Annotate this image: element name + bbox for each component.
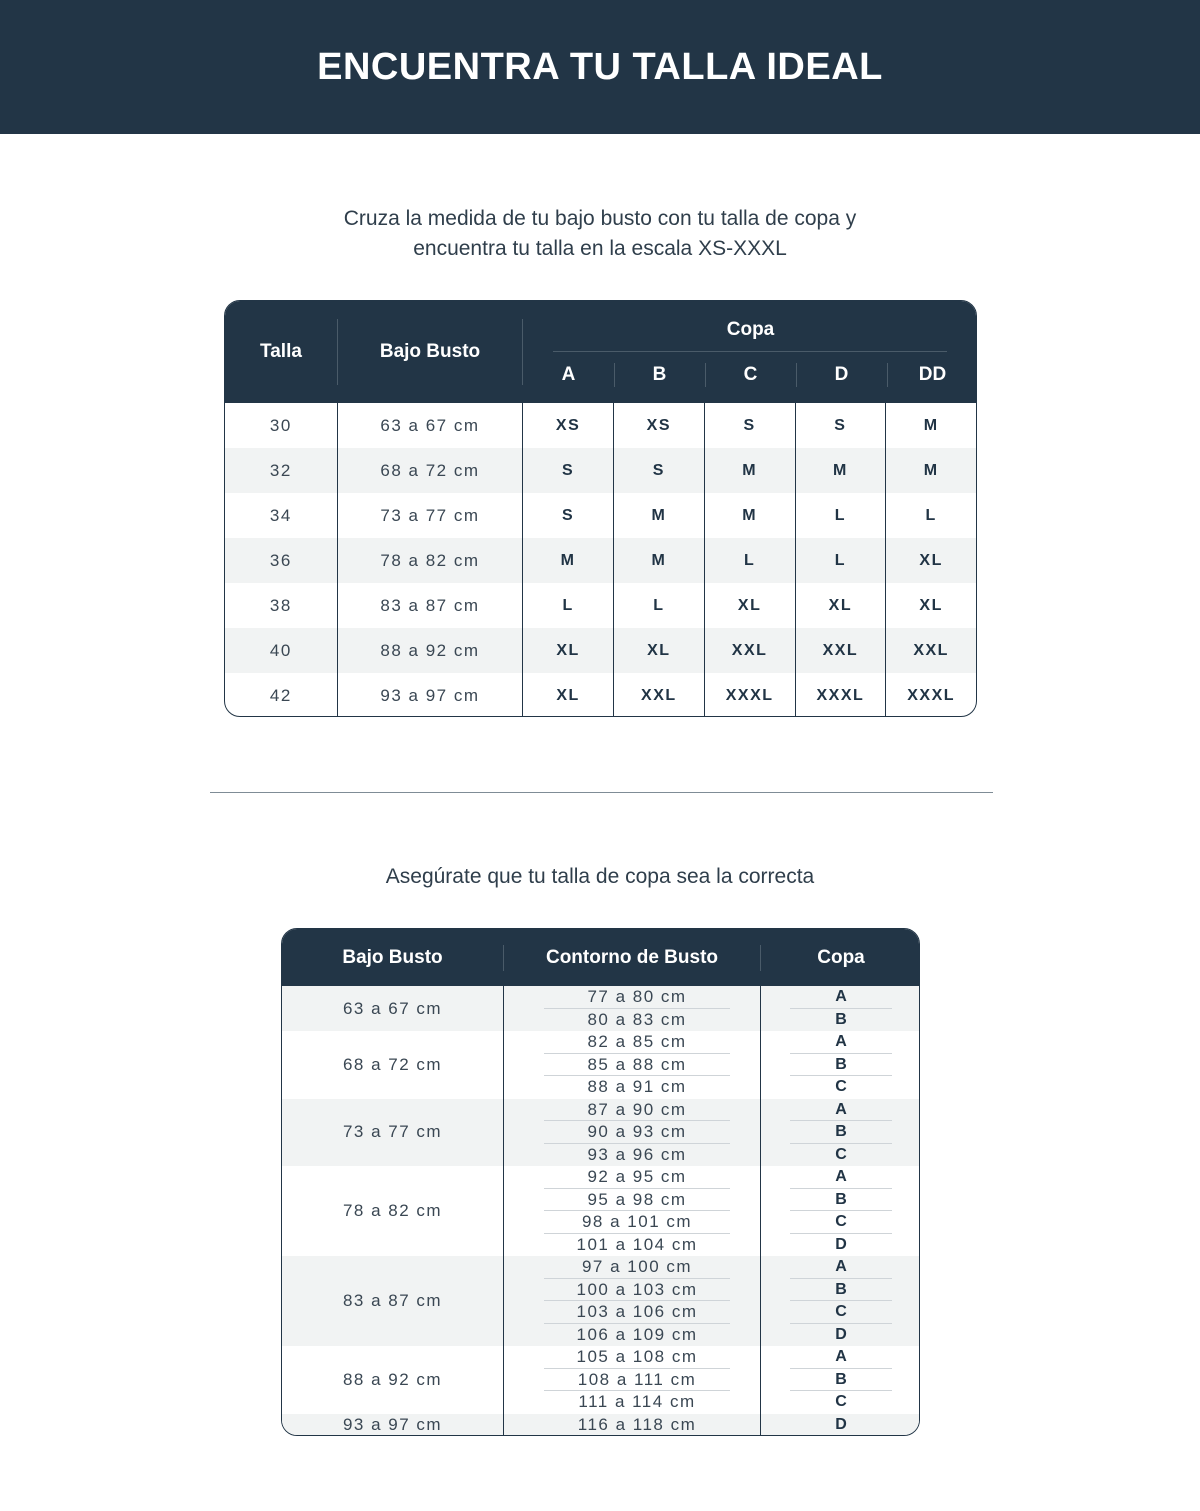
talla-cell: 36 xyxy=(269,551,292,570)
table-row xyxy=(503,1369,920,1392)
cup-header-dd: DD xyxy=(918,364,947,385)
contorno-cell: 98 a 101 cm xyxy=(544,1211,730,1234)
table-row xyxy=(503,1324,920,1347)
size-cell: XXL xyxy=(885,628,976,673)
copa-cell: C xyxy=(835,1078,847,1095)
contorno-cell: 100 a 103 cm xyxy=(544,1279,730,1302)
copa-cell: B xyxy=(790,1189,892,1212)
bust-group xyxy=(282,1346,919,1414)
size-cell: S xyxy=(522,448,613,493)
table-row xyxy=(503,1414,920,1437)
copa-cell: A xyxy=(790,1256,892,1279)
table-row xyxy=(225,673,976,717)
cup-table-body xyxy=(282,986,919,1436)
size-cell: L xyxy=(885,493,976,538)
bajo-busto-cell: 78 a 82 cm xyxy=(342,1201,443,1220)
size-cell: S xyxy=(613,448,704,493)
talla-cell: 30 xyxy=(269,416,292,435)
table-row xyxy=(503,986,920,1009)
section-divider xyxy=(210,792,993,793)
bust-group xyxy=(282,1414,919,1437)
size-cell: L xyxy=(795,493,886,538)
bust-group xyxy=(282,1256,919,1346)
bajo-busto-cell: 93 a 97 cm xyxy=(342,1414,443,1434)
bajo-busto-cell: 68 a 72 cm xyxy=(342,1054,443,1074)
table-row xyxy=(503,1301,920,1324)
bajo-busto-cell: 88 a 92 cm xyxy=(342,1369,443,1389)
size-cell: M xyxy=(613,493,704,538)
size-cell: S xyxy=(795,403,886,448)
cup-table-header xyxy=(282,929,919,986)
table-row xyxy=(503,1279,920,1302)
bajo-busto-cell: 93 a 97 cm xyxy=(337,673,523,717)
intro-line-2: encuentra tu talla en la escala XS-XXXL xyxy=(413,237,787,260)
size-cell: M xyxy=(613,538,704,583)
bust-group xyxy=(282,986,919,1031)
copa-cell: A xyxy=(790,986,892,1009)
size-cell: S xyxy=(522,493,613,538)
page-title: ENCUENTRA TU TALLA IDEAL xyxy=(317,45,883,88)
bajo-busto-cell: 68 a 72 cm xyxy=(337,448,523,493)
copa-cell: C xyxy=(790,1301,892,1324)
size-cell: L xyxy=(795,538,886,583)
table-row xyxy=(225,403,976,448)
size-cell: XL xyxy=(704,583,795,628)
contorno-cell: 97 a 100 cm xyxy=(544,1256,730,1279)
table-row xyxy=(503,1211,920,1234)
contorno-cell: 93 a 96 cm xyxy=(587,1144,687,1164)
cup-header-d: D xyxy=(834,364,849,385)
copa-cell: B xyxy=(835,1010,847,1028)
copa-cell: A xyxy=(790,1031,892,1054)
table-row xyxy=(503,1144,920,1167)
contorno-cell: 90 a 93 cm xyxy=(544,1121,730,1144)
size-cell: XXL xyxy=(613,673,704,717)
header-copa: Copa xyxy=(726,319,775,340)
size-cell: S xyxy=(704,403,795,448)
header-bajo-busto: Bajo Busto xyxy=(379,341,481,362)
bajo-busto-cell: 88 a 92 cm xyxy=(337,628,523,673)
table-row xyxy=(225,493,976,538)
header-separator xyxy=(796,363,797,387)
bajo-busto-cell: 83 a 87 cm xyxy=(342,1291,443,1310)
table-row xyxy=(225,628,976,673)
size-cell: M xyxy=(795,448,886,493)
bajo-busto-cell: 73 a 77 cm xyxy=(342,1122,443,1142)
copa-cell: B xyxy=(790,1369,892,1392)
header-copa-underline xyxy=(553,351,947,352)
table-row xyxy=(503,1076,920,1099)
contorno-cell: 108 a 111 cm xyxy=(544,1369,730,1392)
size-table-header xyxy=(225,301,976,403)
contorno-cell: 95 a 98 cm xyxy=(544,1189,730,1212)
size-cell: XL xyxy=(885,583,976,628)
copa-cell: B xyxy=(790,1279,892,1302)
bajo-busto-cell: 63 a 67 cm xyxy=(337,403,523,448)
copa-cell: C xyxy=(835,1145,847,1163)
size-cell: XL xyxy=(613,628,704,673)
bust-group xyxy=(282,1099,919,1167)
table-row xyxy=(225,448,976,493)
talla-cell: 40 xyxy=(269,641,292,660)
copa-cell: A xyxy=(790,1346,892,1369)
bajo-busto-cell: 73 a 77 cm xyxy=(337,493,523,538)
table-row xyxy=(503,1256,920,1279)
table-row xyxy=(503,1166,920,1189)
page-header xyxy=(0,0,1200,134)
copa-cell: C xyxy=(790,1211,892,1234)
size-cell: M xyxy=(885,403,976,448)
copa-cell: B xyxy=(790,1054,892,1077)
contorno-cell: 111 a 114 cm xyxy=(578,1392,696,1411)
table-row xyxy=(503,1121,920,1144)
cup-table xyxy=(281,928,920,1436)
header-separator xyxy=(614,363,615,387)
size-cell: XS xyxy=(522,403,613,448)
contorno-cell: 87 a 90 cm xyxy=(544,1099,730,1122)
copa-cell: D xyxy=(835,1325,847,1343)
header-contorno: Contorno de Busto xyxy=(545,947,719,968)
contorno-cell: 80 a 83 cm xyxy=(587,1009,687,1029)
table-row xyxy=(503,1009,920,1032)
size-cell: L xyxy=(704,538,795,583)
cup-header-a: A xyxy=(561,364,576,385)
contorno-cell: 82 a 85 cm xyxy=(544,1031,730,1054)
bust-group xyxy=(282,1031,919,1099)
header-copa: Copa xyxy=(817,947,865,968)
bajo-busto-cell: 63 a 67 cm xyxy=(342,998,443,1018)
cup-table-intro: Asegúrate que tu talla de copa sea la correcta xyxy=(385,865,815,888)
copa-cell: A xyxy=(790,1166,892,1189)
size-cell: XXXL xyxy=(795,673,886,717)
column-line xyxy=(503,986,504,1435)
talla-cell: 38 xyxy=(269,596,292,615)
table-row xyxy=(503,1189,920,1212)
contorno-cell: 77 a 80 cm xyxy=(544,986,730,1009)
copa-cell: B xyxy=(790,1121,892,1144)
size-cell: L xyxy=(522,583,613,628)
contorno-cell: 105 a 108 cm xyxy=(544,1346,730,1369)
table-row xyxy=(503,1031,920,1054)
size-cell: XL xyxy=(795,583,886,628)
header-separator xyxy=(705,363,706,387)
header-talla: Talla xyxy=(260,341,302,362)
table-row xyxy=(225,538,976,583)
size-cell: L xyxy=(613,583,704,628)
table-row xyxy=(503,1346,920,1369)
table-row xyxy=(503,1234,920,1257)
bajo-busto-cell: 83 a 87 cm xyxy=(337,583,523,628)
size-cell: M xyxy=(704,448,795,493)
size-table-intro xyxy=(0,204,1200,264)
contorno-cell: 101 a 104 cm xyxy=(576,1234,698,1254)
bust-group xyxy=(282,1166,919,1256)
copa-cell: D xyxy=(835,1235,847,1253)
table-row xyxy=(225,583,976,628)
size-cell: XXXL xyxy=(704,673,795,717)
cup-header-c: C xyxy=(743,364,758,385)
size-cell: M xyxy=(885,448,976,493)
contorno-cell: 88 a 91 cm xyxy=(587,1077,687,1096)
talla-cell: 34 xyxy=(269,506,292,525)
header-bajo-busto: Bajo Busto xyxy=(342,947,443,968)
bajo-busto-cell: 78 a 82 cm xyxy=(337,538,523,583)
intro-line-1: Cruza la medida de tu bajo busto con tu talla de copa y xyxy=(343,207,857,230)
column-line xyxy=(760,986,761,1435)
size-cell: XL xyxy=(522,628,613,673)
copa-cell: C xyxy=(835,1393,847,1410)
size-cell: XXL xyxy=(795,628,886,673)
copa-cell: D xyxy=(835,1415,847,1433)
contorno-cell: 106 a 109 cm xyxy=(576,1324,698,1344)
cup-header-b: B xyxy=(652,364,667,385)
table-row xyxy=(503,1099,920,1122)
talla-cell: 32 xyxy=(269,461,292,480)
size-cell: XS xyxy=(613,403,704,448)
header-separator xyxy=(887,363,888,387)
size-cell: XL xyxy=(885,538,976,583)
size-cell: M xyxy=(704,493,795,538)
contorno-cell: 85 a 88 cm xyxy=(544,1054,730,1077)
copa-cell: A xyxy=(790,1099,892,1122)
table-row xyxy=(503,1391,920,1414)
size-cell: XXL xyxy=(704,628,795,673)
size-table xyxy=(224,300,977,717)
size-cell: XXXL xyxy=(885,673,976,717)
contorno-cell: 116 a 118 cm xyxy=(577,1414,697,1434)
size-cell: XL xyxy=(522,673,613,717)
contorno-cell: 103 a 106 cm xyxy=(544,1301,730,1324)
table-row xyxy=(503,1054,920,1077)
size-cell: M xyxy=(522,538,613,583)
talla-cell: 42 xyxy=(269,686,292,705)
contorno-cell: 92 a 95 cm xyxy=(544,1166,730,1189)
